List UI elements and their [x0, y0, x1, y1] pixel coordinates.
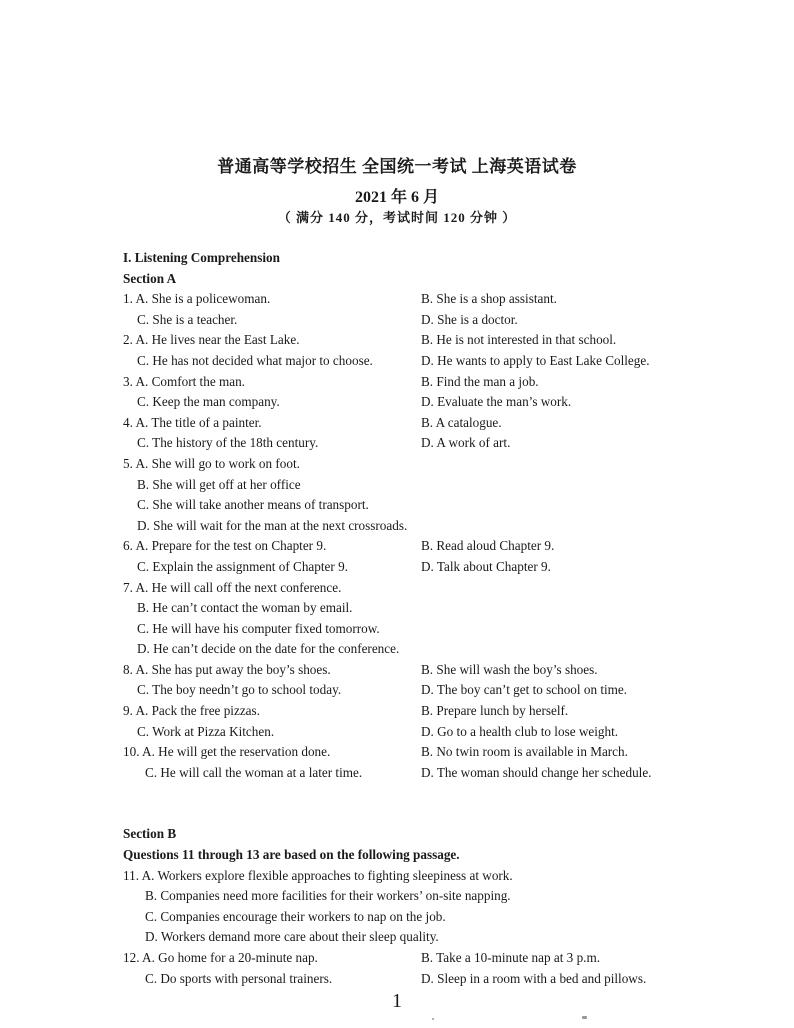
q1-option-b: B. She is a shop assistant.: [421, 291, 557, 307]
exam-date: 2021 年 6 月: [354, 189, 439, 206]
question-10-row-ab: [123, 742, 683, 763]
page-number: 1: [392, 990, 402, 1012]
section-gap: [123, 783, 683, 824]
question-11-row-b: [123, 886, 683, 907]
q10-option-b: B. No twin room is available in March.: [421, 744, 628, 760]
question-11-row-d: [123, 927, 683, 948]
q8-option-b: B. She will wash the boy’s shoes.: [421, 661, 598, 677]
q4-option-a: 4. A. The title of a painter.: [123, 414, 262, 430]
q11-option-a: 11. A. Workers explore flexible approaches to fighting sleepiness at work.: [123, 867, 513, 883]
q12-option-c: C. Do sports with personal trainers.: [145, 970, 333, 986]
q9-option-a: 9. A. Pack the free pizzas.: [123, 703, 260, 719]
q8-option-c: C. The boy needn’t go to school today.: [137, 682, 342, 698]
question-8-row-ab: [123, 660, 683, 681]
scan-speck: [582, 1016, 587, 1019]
q2-option-a: 2. A. He lives near the East Lake.: [123, 332, 300, 348]
scan-speck: [432, 1018, 434, 1020]
q1-option-a: 1. A. She is a policewoman.: [123, 291, 271, 307]
q5-option-b: B. She will get off at her office: [137, 476, 301, 492]
q10-option-c: C. He will call the woman at a later time.: [145, 764, 363, 780]
question-5-row-a: [123, 454, 683, 475]
q11-option-d: D. Workers demand more care about their sleep quality.: [145, 929, 439, 945]
question-5-row-b: [123, 475, 683, 496]
q12-option-b: B. Take a 10-minute nap at 3 p.m.: [421, 950, 601, 965]
question-9-row-ab: [123, 701, 683, 722]
question-7-row-b: [123, 598, 683, 619]
question-7-row-d: [123, 639, 683, 660]
q3-option-a: 3. A. Comfort the man.: [123, 373, 245, 389]
q8-option-a: 8. A. She has put away the boy’s shoes.: [123, 661, 331, 677]
q3-option-b: B. Find the man a job.: [421, 373, 539, 389]
q11-option-c: C. Companies encourage their workers to nap on the job.: [145, 908, 446, 924]
q2-option-b: B. He is not interested in that school.: [421, 332, 617, 348]
q2-option-d: D. He wants to apply to East Lake College.: [421, 352, 650, 368]
q7-option-a: 7. A. He will call off the next conference.: [123, 579, 342, 595]
question-2-row-ab: [123, 330, 683, 351]
q9-option-b: B. Prepare lunch by herself.: [421, 703, 569, 719]
q2-option-c: C. He has not decided what major to choose.: [137, 352, 373, 368]
q11-option-b: B. Companies need more facilities for their workers’ on-site napping.: [145, 888, 511, 904]
q10-option-d: D. The woman should change her schedule.: [421, 764, 652, 780]
q6-option-c: C. Explain the assignment of Chapter 9.: [137, 558, 348, 574]
q1-option-c: C. She is a teacher.: [137, 311, 238, 327]
exam-scoring-info: （ 满分 140 分，考试时间 120 分钟 ）: [277, 210, 517, 225]
q8-option-d: D. The boy can’t get to school on time.: [421, 682, 628, 698]
question-12-row-cd: [123, 969, 683, 990]
question-9-row-cd: [123, 722, 683, 743]
q6-option-b: B. Read aloud Chapter 9.: [421, 538, 555, 554]
question-5-row-d: [123, 516, 683, 537]
q7-option-d: D. He can’t decide on the date for the conference.: [137, 641, 400, 657]
q12-option-a: 12. A. Go home for a 20-minute nap.: [123, 950, 318, 965]
question-1-row-cd: [123, 310, 683, 331]
question-7-row-c: [123, 619, 683, 640]
section-b-instruction: Questions 11 through 13 are based on the following passage.: [123, 847, 460, 863]
question-11-row-a: [123, 866, 683, 887]
question-5-row-c: [123, 495, 683, 516]
q1-option-d: D. She is a doctor.: [421, 311, 518, 327]
q4-option-d: D. A work of art.: [421, 435, 511, 451]
question-8-row-cd: [123, 680, 683, 701]
section-b-title: Section B: [123, 826, 177, 842]
question-6-row-ab: [123, 536, 683, 557]
question-3-row-ab: [123, 372, 683, 393]
q3-option-c: C. Keep the man company.: [137, 394, 280, 410]
section-a-title: Section A: [123, 270, 177, 286]
q4-option-b: B. A catalogue.: [421, 414, 502, 430]
question-11-row-c: [123, 907, 683, 928]
q5-option-c: C. She will take another means of transport.: [137, 497, 369, 513]
q10-option-a: 10. A. He will get the reservation done.: [123, 744, 331, 760]
question-10-row-cd: [123, 763, 683, 784]
part-title: I. Listening Comprehension: [123, 250, 280, 265]
question-1-row-ab: [123, 289, 683, 310]
question-3-row-cd: [123, 392, 683, 413]
question-4-row-ab: [123, 413, 683, 434]
exam-title: 普通高等学校招生 全国统一考试 上海英语试卷: [217, 157, 577, 176]
q7-option-c: C. He will have his computer fixed tomorrow.: [137, 620, 380, 636]
question-6-row-cd: [123, 557, 683, 578]
q6-option-a: 6. A. Prepare for the test on Chapter 9.: [123, 538, 327, 554]
q5-option-a: 5. A. She will go to work on foot.: [123, 455, 300, 471]
question-2-row-cd: [123, 351, 683, 372]
question-7-row-a: [123, 578, 683, 599]
question-12-row-ab: [123, 948, 683, 969]
question-4-row-cd: [123, 433, 683, 454]
q9-option-d: D. Go to a health club to lose weight.: [421, 723, 619, 739]
q5-option-d: D. She will wait for the man at the next crossroads.: [137, 517, 408, 533]
q3-option-d: D. Evaluate the man’s work.: [421, 394, 572, 410]
q7-option-b: B. He can’t contact the woman by email.: [137, 600, 353, 616]
q6-option-d: D. Talk about Chapter 9.: [421, 558, 551, 574]
q4-option-c: C. The history of the 18th century.: [137, 435, 319, 451]
q12-option-d: D. Sleep in a room with a bed and pillows.: [421, 970, 647, 986]
q9-option-c: C. Work at Pizza Kitchen.: [137, 723, 275, 739]
exam-content: [123, 248, 683, 989]
